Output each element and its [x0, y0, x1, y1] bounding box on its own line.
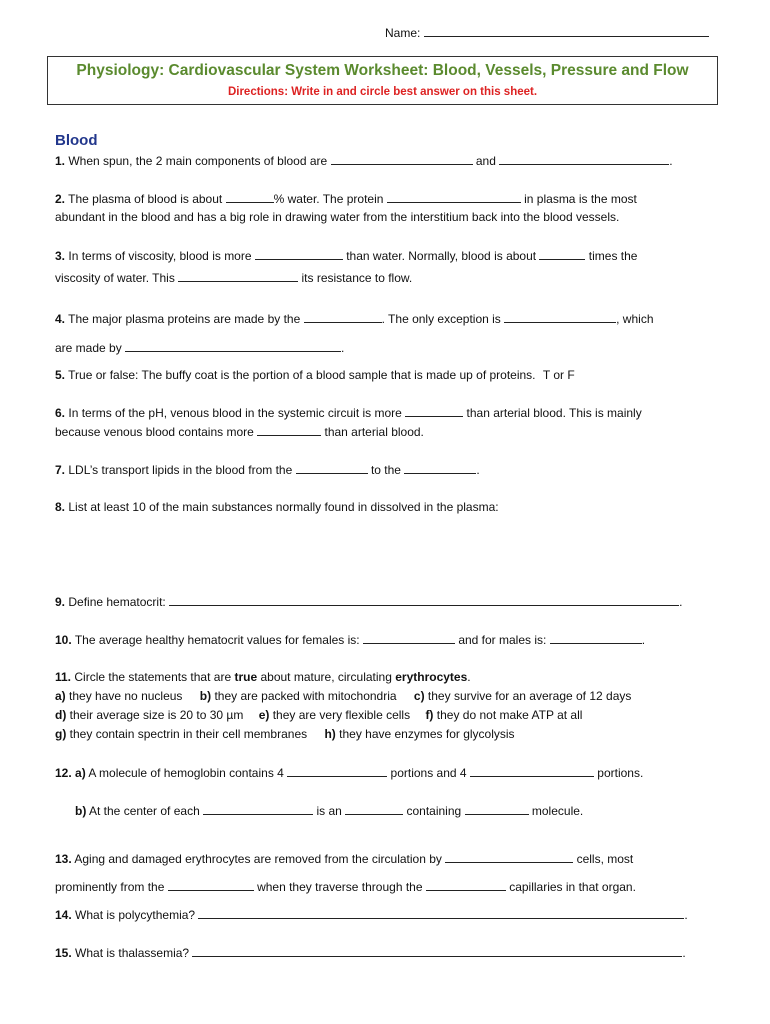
option-g[interactable] [55, 727, 307, 741]
question-text: . [679, 595, 683, 609]
option-text: they do not make ATP at all [436, 708, 583, 722]
question-text: List at least 10 of the main substances normally found in dissolved in the plasma: [68, 500, 499, 514]
question-3-line-2 [55, 270, 412, 286]
question-3 [55, 248, 637, 264]
question-text: abundant in the blood and has a big role in drawing water from the interstitium back into the blood vessels. [55, 210, 620, 224]
question-text: capillaries in that organ. [509, 880, 636, 894]
question-1 [55, 153, 673, 169]
option-text: they survive for an average of 12 days [427, 689, 632, 703]
option-letter: c) [413, 689, 425, 703]
option-letter: e) [258, 708, 270, 722]
answer-blank[interactable] [404, 462, 476, 474]
question-number: 11. [55, 670, 72, 684]
answer-blank[interactable] [345, 803, 403, 815]
question-text: . [467, 670, 471, 684]
question-number: 8. [55, 500, 66, 514]
question-number: 2. [55, 192, 66, 206]
question-text: A molecule of hemoglobin contains 4 [88, 766, 284, 780]
question-text: prominently from the [55, 880, 165, 894]
question-2 [55, 191, 637, 207]
answer-blank[interactable] [192, 945, 682, 957]
question-text: in plasma is the most [524, 192, 637, 206]
question-text: , which [616, 312, 654, 326]
answer-blank[interactable] [363, 632, 455, 644]
question-15 [55, 945, 686, 961]
option-e[interactable] [259, 708, 410, 722]
name-label: Name: [385, 26, 421, 40]
answer-blank[interactable] [465, 803, 529, 815]
question-text: . [641, 633, 646, 647]
option-b[interactable] [200, 689, 397, 703]
option-text: they are packed with mitochondria [214, 689, 397, 703]
question-text: . The only exception is [381, 312, 501, 326]
option-row [55, 708, 582, 723]
option-a[interactable] [55, 689, 182, 703]
question-11 [55, 670, 471, 685]
question-number: 3. [55, 249, 66, 263]
option-letter: f) [425, 708, 434, 722]
answer-blank[interactable] [168, 879, 254, 891]
question-number: 9. [55, 595, 66, 609]
answer-blank[interactable] [296, 462, 368, 474]
answer-blank[interactable] [203, 803, 313, 815]
question-text: than arterial blood. [324, 425, 424, 439]
answer-blank[interactable] [550, 632, 642, 644]
question-text: are made by [55, 341, 122, 355]
true-false-choice[interactable]: T or F [542, 368, 575, 382]
question-text: In terms of the pH, venous blood in the systemic circuit is more [68, 406, 402, 420]
title-box [47, 56, 718, 105]
option-h[interactable] [324, 727, 514, 741]
question-9 [55, 594, 682, 610]
question-text: Circle the statements that are [74, 670, 232, 684]
answer-blank[interactable] [198, 907, 684, 919]
answer-blank[interactable] [539, 248, 585, 260]
question-text: because venous blood contains more [55, 425, 254, 439]
question-text: The plasma of blood is about [68, 192, 223, 206]
section-heading: Blood [55, 132, 98, 149]
question-14 [55, 907, 688, 923]
question-10 [55, 632, 645, 648]
question-text: viscosity of water. This [55, 271, 175, 285]
answer-blank[interactable] [255, 248, 343, 260]
question-text: Aging and damaged erythrocytes are removed from the circulation by [74, 852, 442, 866]
answer-blank[interactable] [257, 424, 321, 436]
answer-blank[interactable] [470, 765, 594, 777]
question-13 [55, 851, 633, 867]
answer-blank[interactable] [331, 153, 473, 165]
option-row [55, 727, 515, 742]
question-number: 15. [55, 946, 72, 960]
question-text: When spun, the 2 main components of blood are [68, 154, 328, 168]
question-text: cells, most [576, 852, 634, 866]
answer-blank[interactable] [405, 405, 463, 417]
question-number: 5. [55, 368, 66, 382]
answer-blank[interactable] [499, 153, 669, 165]
question-text: . [341, 341, 345, 355]
question-text: and [475, 154, 496, 168]
question-12b [75, 803, 583, 819]
option-d[interactable] [55, 708, 243, 722]
question-12a [55, 765, 643, 781]
question-text: portions. [597, 766, 644, 780]
question-text: True or false: The buffy coat is the portion of a blood sample that is made up of proteins. [68, 368, 536, 382]
answer-blank[interactable] [169, 594, 679, 606]
question-text: At the center of each [89, 804, 200, 818]
question-text: containing [406, 804, 462, 818]
question-text: is an [316, 804, 342, 818]
question-text: . [476, 463, 480, 477]
question-text: The average healthy hematocrit values for females is: [74, 633, 360, 647]
question-text: to the [370, 463, 401, 477]
part-letter: b) [75, 804, 87, 818]
answer-blank[interactable] [504, 311, 616, 323]
question-text: % water. The protein [273, 192, 384, 206]
question-2-line-2 [55, 210, 619, 225]
question-13-line-2 [55, 879, 636, 895]
question-8 [55, 500, 499, 515]
option-text: they have no nucleus [69, 689, 183, 703]
option-text: they are very flexible cells [272, 708, 411, 722]
question-number: 4. [55, 312, 66, 326]
answer-blank[interactable] [426, 879, 506, 891]
question-text: . [669, 154, 673, 168]
question-text: What is thalassemia? [75, 946, 190, 960]
question-number: 6. [55, 406, 66, 420]
option-letter: h) [324, 727, 336, 741]
question-text: when they traverse through the [257, 880, 423, 894]
answer-blank[interactable] [304, 311, 382, 323]
question-text: about mature, circulating [260, 670, 392, 684]
question-text: What is polycythemia? [75, 908, 196, 922]
question-4 [55, 311, 654, 327]
question-number: 10. [55, 633, 72, 647]
emphasis-term: erythrocytes [395, 670, 468, 684]
question-6 [55, 405, 642, 421]
answer-blank[interactable] [226, 191, 274, 203]
question-text: The major plasma proteins are made by the [68, 312, 301, 326]
option-c[interactable] [414, 689, 631, 703]
question-text: portions and 4 [390, 766, 467, 780]
option-letter: b) [199, 689, 212, 703]
option-row [55, 689, 631, 704]
option-f[interactable] [425, 708, 582, 722]
question-text: and for males is: [458, 633, 547, 647]
answer-blank[interactable] [445, 851, 573, 863]
answer-blank[interactable] [178, 270, 298, 282]
option-text: they contain spectrin in their cell membranes [69, 727, 308, 741]
question-text: its resistance to flow. [301, 271, 413, 285]
question-text: than water. Normally, blood is about [346, 249, 537, 263]
question-4-line-2 [55, 340, 344, 356]
question-text: . [684, 908, 688, 922]
question-number: 1. [55, 154, 66, 168]
part-letter: a) [75, 766, 86, 780]
question-number: 13. [55, 852, 72, 866]
page-title: Physiology: Cardiovascular System Worksheet: Blood, Vessels, Pressure and Flow [76, 62, 689, 79]
question-6-line-2 [55, 424, 424, 440]
question-text: molecule. [531, 804, 584, 818]
answer-blank[interactable] [387, 191, 521, 203]
question-7 [55, 462, 480, 478]
name-row [385, 25, 709, 41]
directions-text: Directions: Write in and circle best answer on this sheet. [227, 86, 538, 98]
question-text: times the [588, 249, 638, 263]
answer-blank[interactable] [125, 340, 341, 352]
question-number: 14. [55, 908, 72, 922]
question-text: . [682, 946, 686, 960]
question-number: 12. [55, 766, 72, 780]
option-letter: d) [55, 708, 67, 722]
question-5 [55, 368, 575, 383]
question-text: than arterial blood. This is mainly [466, 406, 642, 420]
name-field[interactable] [424, 25, 709, 37]
question-text: In terms of viscosity, blood is more [68, 249, 252, 263]
question-number: 7. [55, 463, 66, 477]
option-letter: g) [55, 727, 67, 741]
emphasis-true: true [234, 670, 258, 684]
question-text: Define hematocrit: [68, 595, 166, 609]
answer-blank[interactable] [287, 765, 387, 777]
option-text: they have enzymes for glycolysis [339, 727, 515, 741]
question-text: LDL’s transport lipids in the blood from the [68, 463, 293, 477]
option-letter: a) [55, 689, 66, 703]
option-text: their average size is 20 to 30 µm [69, 708, 244, 722]
